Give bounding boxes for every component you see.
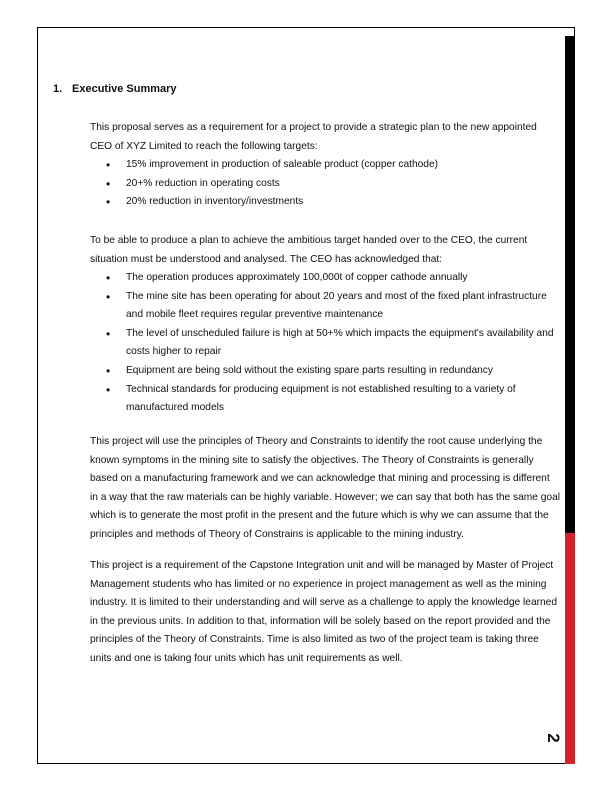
list-item: • 20+% reduction in operating costs xyxy=(90,175,560,194)
list-item: • Equipment are being sold without the existing spare parts resulting in redundancy xyxy=(90,362,560,381)
list-item: • The operation produces approximately 100,000t of copper cathode annually xyxy=(90,269,560,288)
situation-paragraph: To be able to produce a plan to achieve the ambitious target handed over to the CEO, the current situation must be understood and analysed. The CEO has acknowledged that: xyxy=(90,235,528,265)
page-number: 2 xyxy=(544,733,563,743)
acknowledgements-list xyxy=(90,269,560,418)
side-bar-black xyxy=(565,36,575,533)
theory-paragraph: This project will use the principles of Theory and Constraints to identify the root cause underlying the known symptoms in the mining site to satisfy the objectives. The Theory of Constraints is generally based on a manufacturing framework and we can acknowledge that mining and processing is different in a way that the raw materials can be highly variable. However; we can say that both has the same goal which is to generate the most profit in the present and the future which is why we can assume that the principles and methods of Theory of Constrains is applicable to the mining industry. xyxy=(90,436,561,540)
list-item: • 20% reduction in inventory/investments xyxy=(90,193,560,212)
list-item: • The mine site has been operating for about 20 years and most of the fixed plant infrastructure and mobile fleet requires regular preventive maintenance xyxy=(90,288,560,325)
section-number: 1. xyxy=(53,83,63,95)
targets-list xyxy=(90,156,560,212)
section-heading xyxy=(53,83,177,95)
list-item: • Technical standards for producing equipment is not established resulting to a variety of manufactured models xyxy=(90,381,560,418)
side-bar-red xyxy=(565,533,575,764)
capstone-paragraph: This project is a requirement of the Capstone Integration unit and will be managed by Master of Project Management students who has limited or no experience in project management as well as the mining industry. It is limited to their understanding and will serve as a challenge to apply the knowledge learned in the previous units. In addition to that, information will be solely based on the report provided and the principles of the Theory of Constraints. Time is also limited as two of the project team is taking three units and one is taking four units which has unit requirements as well. xyxy=(90,560,558,664)
intro-paragraph: This proposal serves as a requirement for a project to provide a strategic plan to the new appointed CEO of XYZ Limited to reach the following targets: xyxy=(90,122,537,152)
list-item: • The level of unscheduled failure is high at 50+% which impacts the equipment's availability and costs higher to repair xyxy=(90,325,560,362)
list-item: • 15% improvement in production of saleable product (copper cathode) xyxy=(90,156,560,175)
section-title: Executive Summary xyxy=(72,83,177,95)
